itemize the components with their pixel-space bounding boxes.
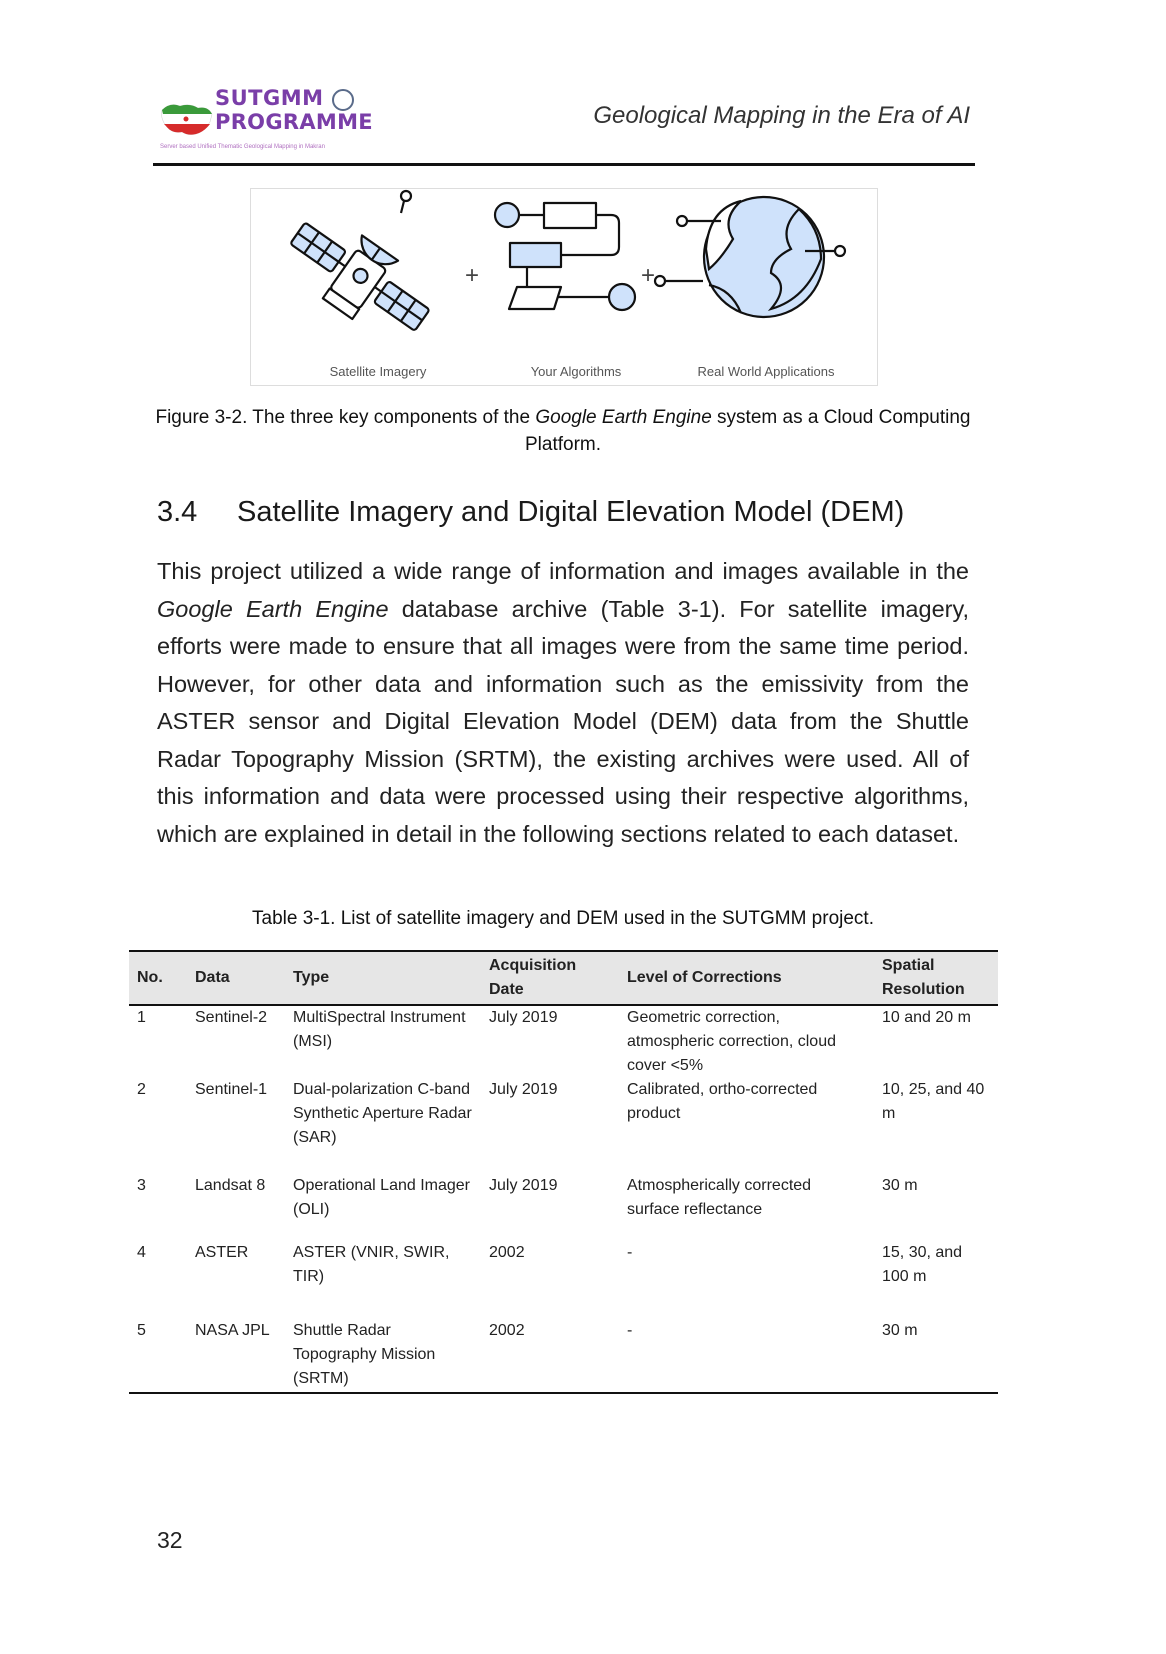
plus-sign-1: + [465,262,480,289]
cell-data: Sentinel-2 [195,1009,268,1026]
cell-no: 5 [137,1322,146,1339]
cell-resolution: 30 m [882,1322,918,1339]
cell-type: MultiSpectral Instrument (MSI) [293,1009,466,1050]
figure-caption-suffix: system as a Cloud Computing Platform. [524,407,971,455]
cell-corrections: Atmospherically corrected surface reflectance [627,1177,812,1218]
figure-caption-prefix: Figure 3-2. The three key components of the [155,407,536,428]
cell-no: 1 [137,1009,146,1026]
body-paragraph [157,553,969,853]
section-heading [157,496,904,529]
figure-caption [150,404,976,458]
figure-label-your-algorithms: Your Algorithms [530,364,622,379]
globe-icon [655,197,845,317]
cell-resolution: 15, 30, and 100 m [882,1244,963,1285]
figure-label-real-world-applications: Real World Applications [697,364,835,379]
cell-corrections: Calibrated, ortho-corrected product [627,1081,818,1122]
header-acquisition-date: Acquisition Date [481,951,619,1005]
cell-resolution: 10 and 20 m [882,1009,971,1026]
cell-corrections: Geometric correction, atmospheric correction, cloud cover <5% [627,1009,836,1074]
iran-flag-map-icon [160,100,215,138]
seal-icon [332,89,354,111]
cell-date: July 2019 [489,1177,558,1194]
table-header-row [129,951,998,1005]
header-type: Type [285,951,481,1005]
cell-type: Dual-polarization C-band Synthetic Aperture Radar (SAR) [293,1081,472,1146]
logo-line2: PROGRAMME [215,110,373,134]
algorithm-flowchart-icon [495,203,635,310]
cell-date: 2002 [489,1322,525,1339]
cell-date: July 2019 [489,1009,558,1026]
cell-data: Landsat 8 [195,1177,266,1194]
cell-data: NASA JPL [195,1322,270,1339]
cell-no: 3 [137,1177,146,1194]
table-row [129,1174,998,1241]
paragraph-part2: database archive (Table 3-1). For satellite imagery, efforts were made to ensure that all images were from the same time period. However, for other data and information such as the emissivity from the ASTER sensor and Digital Elevation Model (DEM) data from the Shuttle Radar Topography Mission (SRTM), the existing archives were used. All of this information and data were processed using their respective algorithms, which are explained in detail in the following sections related to each dataset. [157,595,969,847]
cell-date: 2002 [489,1244,525,1261]
cell-corrections: - [627,1244,633,1261]
header-data: Data [187,951,285,1005]
cell-resolution: 30 m [882,1177,918,1194]
header-divider [153,163,975,166]
figure-illustration [251,189,877,385]
cell-no: 4 [137,1244,146,1261]
cell-type: Shuttle Radar Topography Mission (SRTM) [293,1322,436,1387]
table-row [129,1241,998,1319]
cell-data: ASTER [195,1244,249,1261]
header-no: No. [129,951,187,1005]
cell-type: ASTER (VNIR, SWIR, TIR) [293,1244,450,1285]
cell-corrections: - [627,1322,633,1339]
figure-caption-italic: Google Earth Engine [535,407,712,428]
section-number: 3.4 [157,496,198,528]
cell-date: July 2019 [489,1081,558,1098]
satellite-icon [275,191,442,352]
cell-resolution: 10, 25, and 40 m [882,1081,985,1122]
logo-line1: SUTGMM [215,86,324,110]
header-spatial-resolution: Spatial Resolution [874,951,998,1005]
table-row [129,1319,998,1393]
cell-no: 2 [137,1081,146,1098]
figure-label-satellite-imagery: Satellite Imagery [329,364,427,379]
paragraph-italic: Google Earth Engine [157,595,389,622]
cell-data: Sentinel-1 [195,1081,268,1098]
table-row [129,1005,998,1078]
paragraph-part1: This project utilized a wide range of information and images available in the [157,558,969,584]
cell-type: Operational Land Imager (OLI) [293,1177,470,1218]
table-row [129,1078,998,1174]
satellite-data-table [129,950,998,1394]
running-title: Geological Mapping in the Era of AI [593,102,970,129]
plus-sign-2: + [641,262,656,289]
figure-gee-components [250,188,878,386]
sutgmm-logo [160,86,373,156]
page-number: 32 [157,1527,183,1553]
logo-tagline: Server based Unified Thematic Geological Mapping in Makran [160,144,325,150]
section-title: Satellite Imagery and Digital Elevation Model (DEM) [237,496,905,528]
header-level-of-corrections: Level of Corrections [619,951,874,1005]
table-caption: Table 3-1. List of satellite imagery and DEM used in the SUTGMM project. [252,908,874,929]
